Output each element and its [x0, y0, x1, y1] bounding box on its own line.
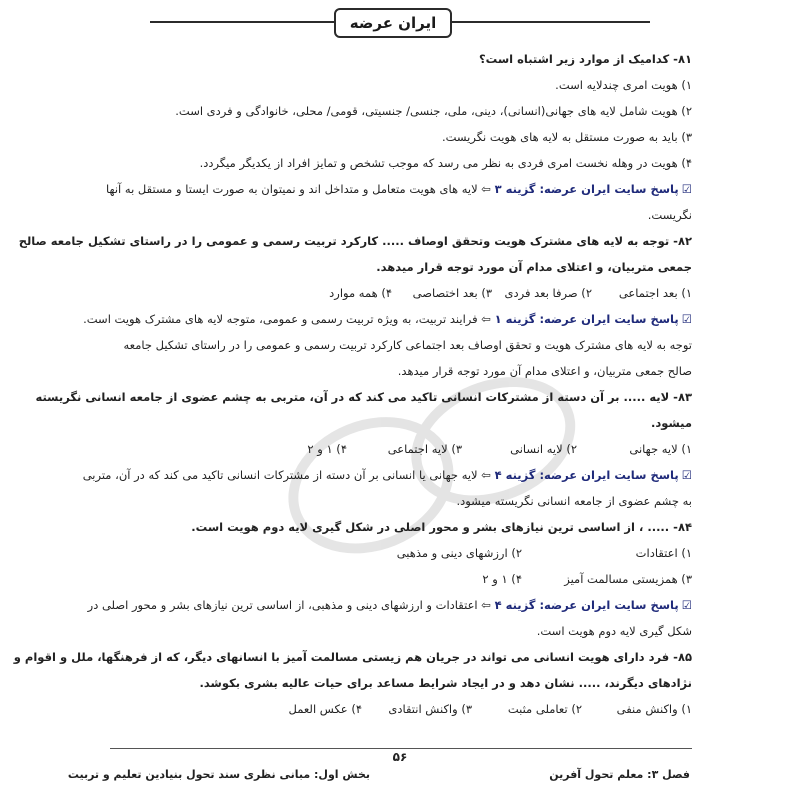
- q84-options-row-1: [110, 540, 692, 566]
- q83-option-2: ۲) لایه انسانی: [510, 442, 577, 456]
- q83-answer: [82, 462, 692, 488]
- header-rule-left: [150, 21, 334, 23]
- q81-answer-text: ⇦ لایه های هویت متعامل و متداخل اند و نمیتوان به صورت ایستا و مستقل به آنها: [106, 182, 491, 196]
- question-83-line-2: میشود.: [651, 416, 692, 430]
- page-number: ۵۶: [392, 750, 408, 764]
- q83-answer-text: ⇦ لایه جهانی یا انسانی بر آن دسته از مشترکات انسانی تاکید می کند که در آن، متربی: [82, 468, 491, 482]
- q83-option-4: ۴) ۱ و ۲: [307, 442, 347, 456]
- q83-answer-label: پاسخ سایت ایران عرضه: گزینه ۴: [494, 468, 679, 482]
- q81-answer-label: پاسخ سایت ایران عرضه: گزینه ۳: [494, 182, 679, 196]
- q83-option-1: ۱) لایه جهانی: [629, 442, 692, 456]
- q82-answer: [83, 306, 692, 332]
- q84-answer-cont: شکل گیری لایه دوم هویت است.: [536, 624, 692, 638]
- q82-option-4: ۴) همه موارد: [329, 286, 392, 300]
- q82-answer-label: پاسخ سایت ایران عرضه: گزینه ۱: [494, 312, 679, 326]
- q81-option-1: ۱) هویت امری چندلایه است.: [555, 78, 692, 92]
- question-83-line-1: ۸۳- لایه ..... بر آن دسته از مشترکات انسانی تاکید می کند که در آن، متربی به چشم عضوی از جامعه انسانی نگریسته: [35, 390, 692, 404]
- question-85-line-1: ۸۵- فرد دارای هویت انسانی می تواند در جریان هم زیستی مسالمت آمیز با انسانهای دیگر، که از فرهنگها، ملل و اقوام و: [13, 650, 692, 664]
- question-81: ۸۱- کدامیک از موارد زیر اشتباه است؟: [479, 52, 692, 66]
- q85-option-4: ۴) عکس العمل: [288, 702, 362, 716]
- q82-answer-cont-2: صالح جمعی متربیان، و اعتلای مدام آن مورد توجه قرار میدهد.: [397, 364, 692, 378]
- q81-answer: [106, 176, 692, 202]
- brand-logo-text: ایران عرضه: [349, 14, 437, 32]
- q84-answer-label: پاسخ سایت ایران عرضه: گزینه ۴: [494, 598, 679, 612]
- q84-option-1: ۱) اعتقادات: [635, 546, 692, 560]
- footer-section-title: بخش اول: مبانی نظری سند تحول بنیادین تعلیم و تربیت: [67, 768, 370, 781]
- brand-logo: [334, 8, 452, 38]
- q83-answer-cont: به چشم عضوی از جامعه انسانی نگریسته میشود.: [456, 494, 692, 508]
- q82-option-2: ۲) صرفا بعد فردی: [504, 286, 592, 300]
- footer-rule: [110, 748, 692, 749]
- q82-option-1: ۱) بعد اجتماعی: [618, 286, 692, 300]
- q84-answer-text: ⇦ اعتقادات و ارزشهای دینی و مذهبی، از اساسی ترین نیازهای بشر و محور اصلی در: [87, 598, 491, 612]
- q81-option-4: ۴) هویت در وهله نخست امری فردی به نظر می رسد که موجب تشخص و تمایز افراد از یکدیگر میگردد.: [199, 156, 692, 170]
- questions-content: [13, 46, 692, 722]
- q82-options: [110, 280, 692, 306]
- q85-option-3: ۳) واکنش انتقادی: [388, 702, 472, 716]
- q83-option-3: ۳) لایه اجتماعی: [387, 442, 462, 456]
- q84-option-3: ۳) همزیستی مسالمت آمیز: [564, 572, 692, 586]
- checkbox-icon: ☑: [681, 598, 692, 612]
- question-85-line-2: نژادهای دیگرند، ..... نشان دهد و در ایجاد شرایط مساعد برای حیات عالیه بشری بکوشد.: [199, 676, 692, 690]
- q81-option-2: ۲) هویت شامل لایه های جهانی(انسانی)، دینی، ملی، جنسی/ جنسیتی، قومی/ محلی، خانوادگی و فردی است.: [175, 104, 692, 118]
- q84-options-row-2: [110, 566, 692, 592]
- checkbox-icon: ☑: [681, 312, 692, 326]
- q82-answer-text: ⇦ فرایند تربیت، به ویژه تربیت رسمی و عمومی، متوجه لایه های مشترک هویت است.: [83, 312, 491, 326]
- question-84: ۸۴- ..... ، از اساسی ترین نیازهای بشر و محور اصلی در شکل گیری لایه دوم هویت است.: [191, 520, 692, 534]
- q85-options: [110, 696, 692, 722]
- question-82-line-2: جمعی متربیان، و اعتلای مدام آن مورد توجه قرار میدهد.: [376, 260, 692, 274]
- q84-option-2: ۲) ارزشهای دینی و مذهبی: [396, 546, 522, 560]
- q81-answer-cont: نگریست.: [647, 208, 692, 222]
- q84-answer: [87, 592, 692, 618]
- q83-options: [110, 436, 692, 462]
- q85-option-1: ۱) واکنش منفی: [616, 702, 692, 716]
- q84-option-4: ۴) ۱ و ۲: [482, 572, 522, 586]
- q82-answer-cont-1: توجه به لایه های مشترک هویت و تحقق اوصاف بعد اجتماعی کارکرد تربیت رسمی و عمومی را در راستای تشکیل جامعه: [123, 338, 692, 352]
- q85-option-2: ۲) تعاملی مثبت: [507, 702, 582, 716]
- header-rule-right: [450, 21, 650, 23]
- checkbox-icon: ☑: [681, 182, 692, 196]
- checkbox-icon: ☑: [681, 468, 692, 482]
- footer-chapter-title: فصل ۳: معلم تحول آفرین: [549, 768, 690, 781]
- question-82-line-1: ۸۲- توجه به لایه های مشترک هویت وتحقق اوصاف ..... کارکرد تربیت رسمی و عمومی را در راستای تشکیل جامعه صالح: [18, 234, 692, 248]
- q81-option-3: ۳) باید به صورت مستقل به لایه های هویت نگریست.: [441, 130, 692, 144]
- q82-option-3: ۳) بعد اختصاصی: [412, 286, 492, 300]
